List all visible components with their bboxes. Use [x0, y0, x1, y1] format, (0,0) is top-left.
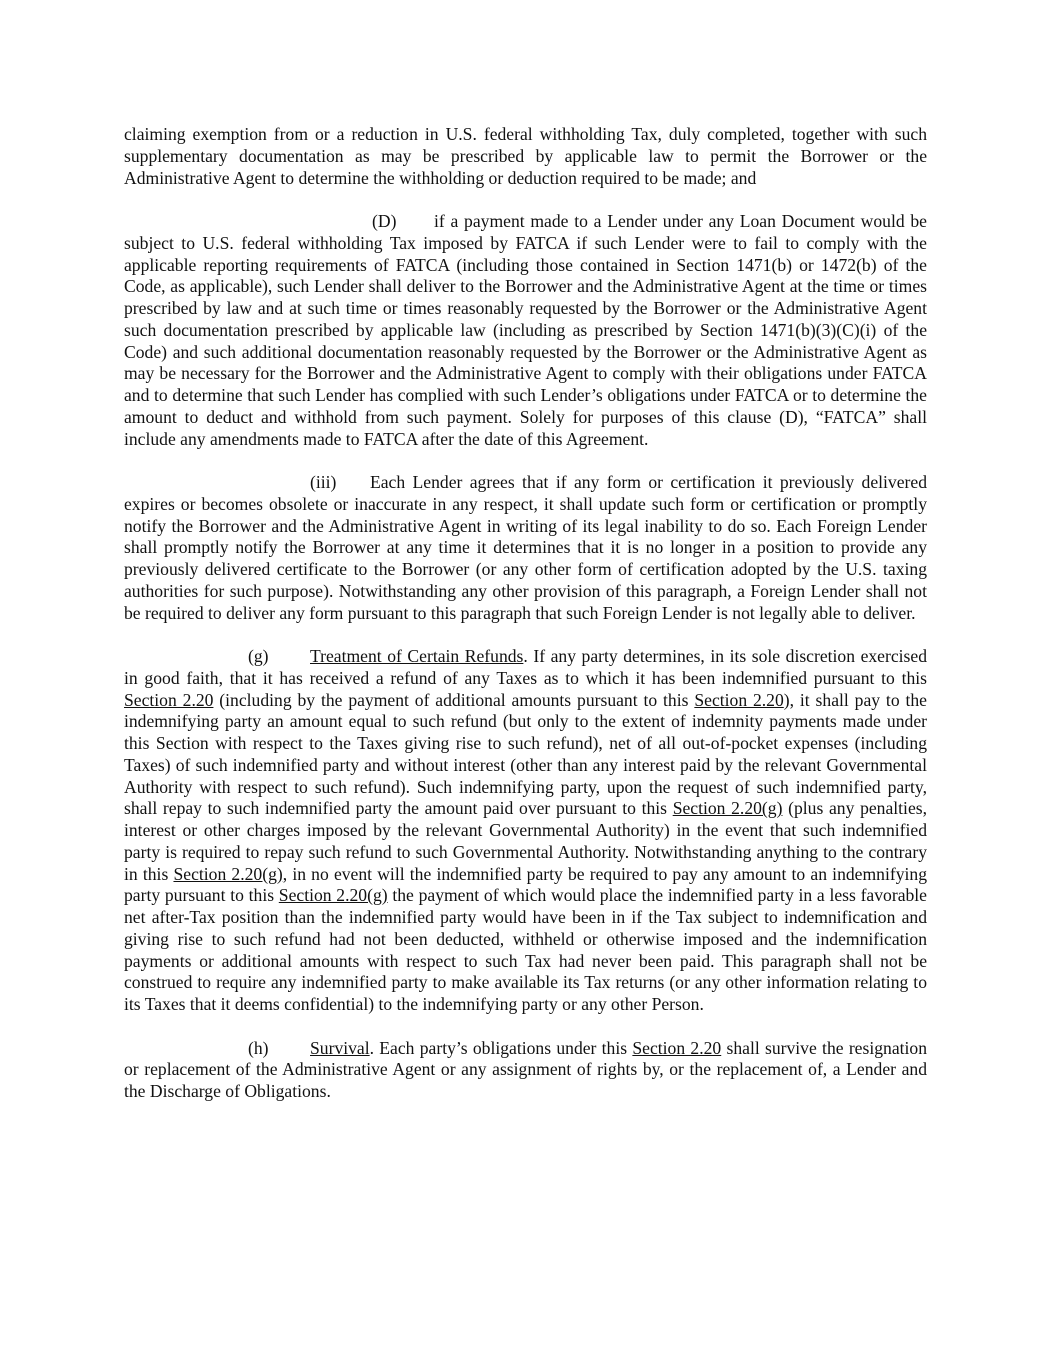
paragraph-text: claiming exemption from or a reduction in U.S. federal withholding Tax, duly completed, together with such supplementary documentation as may be prescribed by applicable law to permit the Borrower or the Administrative Agent to determine the withholding or deduction required to be made; and	[124, 124, 927, 188]
section-reference: Section 2.20(g)	[173, 863, 283, 884]
paragraph-text: if a payment made to a Lender under any Loan Document would be subject to U.S. federal withholding Tax imposed by FATCA if such Lender were to fail to comply with the applicable reporting requirements of FATCA (including those contained in Section 1471(b) or 1472(b) of the Code, as applicable), such Lender shall deliver to the Borrower and the Administrative Agent at the time or times prescribed by law and at such time or times reasonably requested by the Borrower or the Administrative Agent such documentation prescribed by applicable law (including as prescribed by Section 1471(b)(3)(C)(i) of the Code) and such additional documentation reasonably requested by the Borrower or the Administrative Agent as may be necessary for the Borrower and the Administrative Agent to comply with their obligations under FATCA and to determine that such Lender has complied with such Lender’s obligations under FATCA or to determine the amount to deduct and withhold from such payment. Solely for purposes of this clause (D), “FATCA” shall include any amendments made to FATCA after the date of this Agreement.	[124, 211, 927, 449]
paragraph-continuation	[124, 124, 927, 189]
paragraph-text: Each Lender agrees that if any form or certification it previously delivered expires or becomes obsolete or inaccurate in any respect, it shall update such form or certification or promptly notify the Borrower and the Administrative Agent in writing of its legal inability to do so. Each Foreign Lender shall promptly notify the Borrower at any time it determines that it is no longer in a position to provide any previously delivered certificate to the Borrower (or any other form of certification adopted by the U.S. taxing authorities for such purpose). Notwithstanding any other provision of this paragraph, a Foreign Lender shall not be required to deliver any form pursuant to this paragraph that such Foreign Lender is not legally able to deliver.	[124, 472, 927, 623]
section-reference: Section 2.20	[124, 689, 214, 710]
paragraph-clause-g	[124, 646, 927, 1016]
paragraph-text: . If any party determines, in its sole discretion exercised in good faith, that it has received a refund of any Taxes as to which it has been indemnified pursuant to this	[124, 646, 927, 688]
paragraph-text: (plus any penalties, interest or other charges imposed by the relevant Governmental Authority) in the event that such indemnified party is required to repay such refund to such Governmental Authority. Notwithstanding anything to the contrary in this	[124, 798, 927, 884]
paragraph-text: ), it shall pay to the indemnifying party an amount equal to such refund (but only to the extent of indemnity payments made under this Section with respect to the Taxes giving rise to such refund), net of all out-of-pocket expenses (including Taxes) of such indemnified party and without interest (other than any interest paid by the relevant Governmental Authority with respect to such refund). Such indemnifying party, upon the request of such indemnified party, shall repay to such indemnified party the amount paid over pursuant to this	[124, 689, 927, 819]
section-reference: Section 2.20(g)	[672, 798, 783, 819]
clause-heading: Survival	[310, 1037, 370, 1058]
document-page	[124, 124, 927, 1125]
paragraph-text: . Each party’s obligations under this	[369, 1037, 633, 1058]
clause-number: (g)	[248, 646, 269, 666]
clause-number: (h)	[248, 1037, 269, 1058]
paragraph-text: , in no event will the indemnified party be required to pay any amount to an indemnifying party pursuant to this	[124, 863, 927, 906]
clause-heading: Treatment of Certain Refunds	[310, 646, 524, 666]
paragraph-clause-iii	[124, 472, 927, 624]
paragraph-text: shall survive the resignation or replacement of the Administrative Agent or any assignment of rights by, or the replacement of, a Lender and the Discharge of Obligations.	[124, 1037, 927, 1101]
clause-number: (iii)	[310, 472, 337, 492]
clause-number: (D)	[372, 211, 397, 231]
paragraph-text: the payment of which would place the indemnified party in a less favorable net after-Tax position than the indemnified party would have been in if the Tax subject to indemnification and giving rise to such refund had not been deducted, withheld or otherwise imposed and the indemnification payments or additional amounts with respect to such Tax had never been paid. This paragraph shall not be construed to require any indemnified party to make available its Tax returns (or any other information relating to its Taxes that it deems confidential) to the indemnifying party or any other Person.	[124, 885, 927, 1014]
section-reference: Section 2.20(g)	[278, 885, 388, 906]
section-reference: Section 2.20	[694, 689, 784, 710]
section-reference: Section 2.20	[632, 1037, 722, 1058]
paragraph-clause-h	[124, 1038, 927, 1103]
paragraph-text: (including by the payment of additional amounts pursuant to this	[213, 689, 695, 710]
paragraph-clause-d	[124, 211, 927, 450]
